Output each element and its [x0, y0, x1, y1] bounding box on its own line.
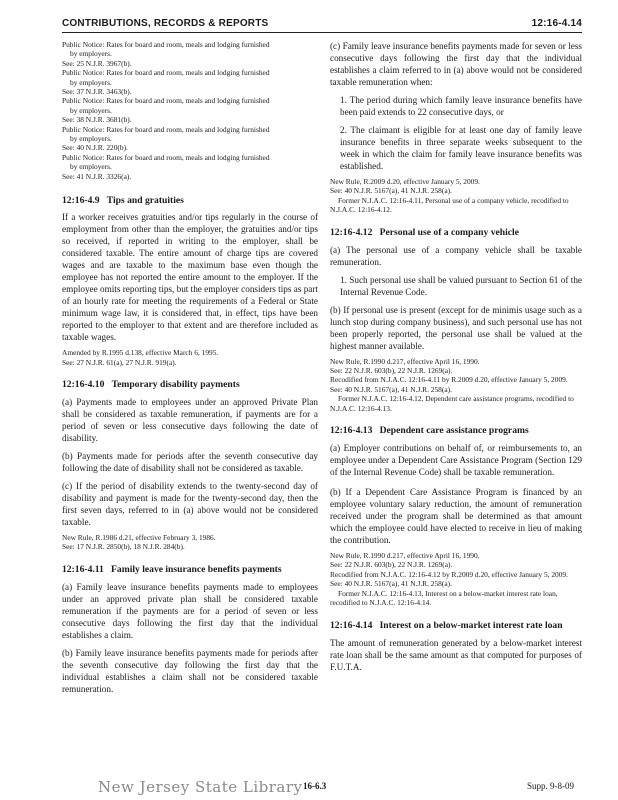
header-title: CONTRIBUTIONS, RECORDS & REPORTS — [62, 18, 269, 29]
history-note: Recodified from N.J.A.C. 12:16-4.12 by R.2009 d.20, effective January 5, 2009. — [330, 569, 568, 579]
section-4-10-b: (b) Payments made for periods after the seventh consecutive day following the date of disability shall not be considered as taxable. — [62, 450, 318, 473]
library-watermark: New Jersey State Library — [98, 778, 303, 796]
notice-line: See: 38 N.J.R. 3681(b). — [62, 115, 132, 125]
section-4-11-c1: 1. The period during which family leave insurance benefits have been paid extends to 22 consecutive days, or — [340, 95, 582, 117]
section-4-12-a: (a) The personal use of a company vehicle shall be taxable remuneration. — [330, 244, 582, 267]
section-4-11-a: (a) Family leave insurance benefits payments made to employees under an approved private plan shall be considered taxable remuneration if the payments are for a period of seven or less consecutive days following the first day that the individual establishes a claim. — [62, 581, 318, 640]
history-note: See: 40 N.J.R. 5167(a), 41 N.J.R. 258(a). — [330, 186, 452, 196]
notice-line: Public Notice: Rates for board and room, meals and lodging furnished by employers. — [62, 124, 270, 144]
section-4-11-c: (c) Family leave insurance benefits payments made for seven or less consecutive days following the first day that the individual establishes a claim referred to in (a) above would not be considered taxable remuneration when: — [330, 41, 582, 87]
section-4-12-b: (b) If personal use is present (except for de minimis usage such as a lunch stop during company business), and such personal use has not been properly reported, the personal use shall be valued at the highest manner available. — [330, 304, 582, 351]
history-note: New Rule, R.2009 d.20, effective January 5, 2009. — [330, 177, 480, 186]
notice-line: Public Notice: Rates for board and room, meals and lodging furnished by employers. — [62, 68, 270, 87]
history-note: Former N.J.A.C. 12:16-4.11, Personal use of a company vehicle, recodified to N.J.A.C. 12:16-4.12. — [330, 195, 569, 215]
section-heading-4-11: 12:16-4.11 Family leave insurance benefits payments — [62, 563, 282, 575]
section-heading-4-12: 12:16-4.12 Personal use of a company vehicle — [330, 226, 519, 238]
notice-line: See: 25 N.J.R. 3967(b). — [62, 58, 132, 68]
notice-line: See: 37 N.J.R. 3463(b). — [62, 87, 132, 97]
section-4-13-b: (b) If a Dependent Care Assistance Program is financed by an employee voluntary salary reduction, the amount of remuneration received under the program shall be determined as that amount which the employee could have elected to receive in lieu of making the contribution. — [330, 487, 582, 546]
history-note: See: 27 N.J.R. 61(a), 27 N.J.R. 919(a). — [62, 357, 177, 367]
notice-line: Public Notice: Rates for board and room, meals and lodging furnished by employers. — [62, 40, 270, 59]
section-heading-4-13: 12:16-4.13 Dependent care assistance programs — [330, 425, 529, 437]
history-note: New Rule, R.1990 d.217, effective April 16, 1990. — [330, 356, 480, 366]
section-4-9-body: If a worker receives gratuities and/or tips regularly in the course of employment from other than the employer, the gratuities and/or tips so received, if reported in writing to the employer, shall be considered taxable. The entire amount of charge tips are covered wages and are taxable to the maximum base even though the employee has not reported the entire amount to the employer. If the employee omits reporting tips, but the employer considers tips as part of an hourly rate for meeting the requirements of a Federal or State minimum wage law, it is considered that, in effect, tips have been reported to the employer to that extent and are therefore included as taxable wages. — [62, 212, 318, 343]
header-rule — [62, 32, 582, 33]
section-4-10-a: (a) Payments made to employees under an approved Private Plan shall be considered as taxable remuneration, if payments are for a period of seven or less consecutive days following the date of disability. — [62, 396, 318, 443]
public-notices — [62, 40, 318, 181]
section-4-14-body: The amount of remuneration generated by a below-market interest rate loan shall be the same amount as that computed for purposes of F.U.T.A. — [330, 637, 582, 672]
history-note: New Rule, R.1986 d.21, effective February 3, 1986. — [62, 532, 216, 542]
section-4-12-a1: 1. Such personal use shall be valued pursuant to Section 61 of the Internal Revenue Code. — [340, 274, 582, 297]
notice-line: Public Notice: Rates for board and room, meals and lodging furnished by employers. — [62, 96, 270, 115]
supplement-date: Supp. 9-8-09 — [527, 781, 574, 791]
history-note: See: 40 N.J.R. 5167(a), 41 N.J.R. 258(a). — [330, 579, 452, 589]
history-note: See: 22 N.J.R. 603(b), 22 N.J.R. 1269(a). — [330, 366, 453, 376]
history-note: Former N.J.A.C. 12:16-4.12, Dependent care assistance programs, recodified to N.J.A.C. 12:16-4.13. — [330, 394, 574, 413]
notice-line: Public Notice: Rates for board and room, meals and lodging furnished by employers. — [62, 152, 270, 172]
page-number: 16-6.3 — [303, 781, 327, 791]
history-note: See: 22 N.J.R. 603(b), 22 N.J.R. 1269(a). — [330, 560, 453, 570]
notice-line: See: 40 N.J.R. 220(b). — [62, 143, 128, 153]
header-section-number: 12:16-4.14 — [531, 18, 582, 29]
history-note: New Rule, R.1990 d.217, effective April 16, 1990. — [330, 551, 480, 561]
history-note: Former N.J.A.C. 12:16-4.13, Interest on a below-market interest rate loan, recodified to N.J.A.C. 12:16-4.14. — [330, 588, 558, 608]
section-4-13-a: (a) Employer contributions on behalf of, or reimbursements to, an employee under a Dependent Care Assistance Program (Section 129 of the Internal Revenue Code) shall be taxable remuneration. — [330, 443, 582, 478]
section-heading-4-14: 12:16-4.14 Interest on a below-market interest rate loan — [330, 619, 563, 631]
left-column — [62, 40, 318, 695]
section-heading-4-9: 12:16-4.9 Tips and gratuities — [62, 195, 184, 207]
history-note: Recodified from N.J.A.C. 12:16-4.11 by R.2009 d.20, effective January 5, 2009. — [330, 375, 568, 385]
section-heading-4-10: 12:16-4.10 Temporary disability payments — [62, 378, 240, 390]
right-column — [330, 40, 582, 673]
section-4-10-c: (c) If the period of disability extends to the twenty-second day of disability and payment is made for the twenty-second day, then the first seven days, referred to in (a) above would not be considered taxable. — [62, 480, 318, 527]
history-note: See: 17 N.J.R. 2850(b), 18 N.J.R. 284(b). — [62, 542, 185, 552]
section-4-11-c2: 2. The claimant is eligible for at least one day of family leave insurance benefits in three separate weeks subsequent to the week in which the claim for family leave insurance benefits was established. — [340, 125, 582, 171]
section-4-11-b: (b) Family leave insurance benefits payments made for periods after the seventh consecutive day following the first day that the individual establishes a claim shall not be considered taxable remuneration. — [62, 647, 318, 694]
history-note: See: 40 N.J.R. 5167(a), 41 N.J.R. 258(a). — [330, 384, 452, 394]
history-note: Amended by R.1995 d.138, effective March 6, 1995. — [62, 348, 219, 358]
notice-line: See: 41 N.J.R. 3326(a). — [62, 171, 132, 181]
